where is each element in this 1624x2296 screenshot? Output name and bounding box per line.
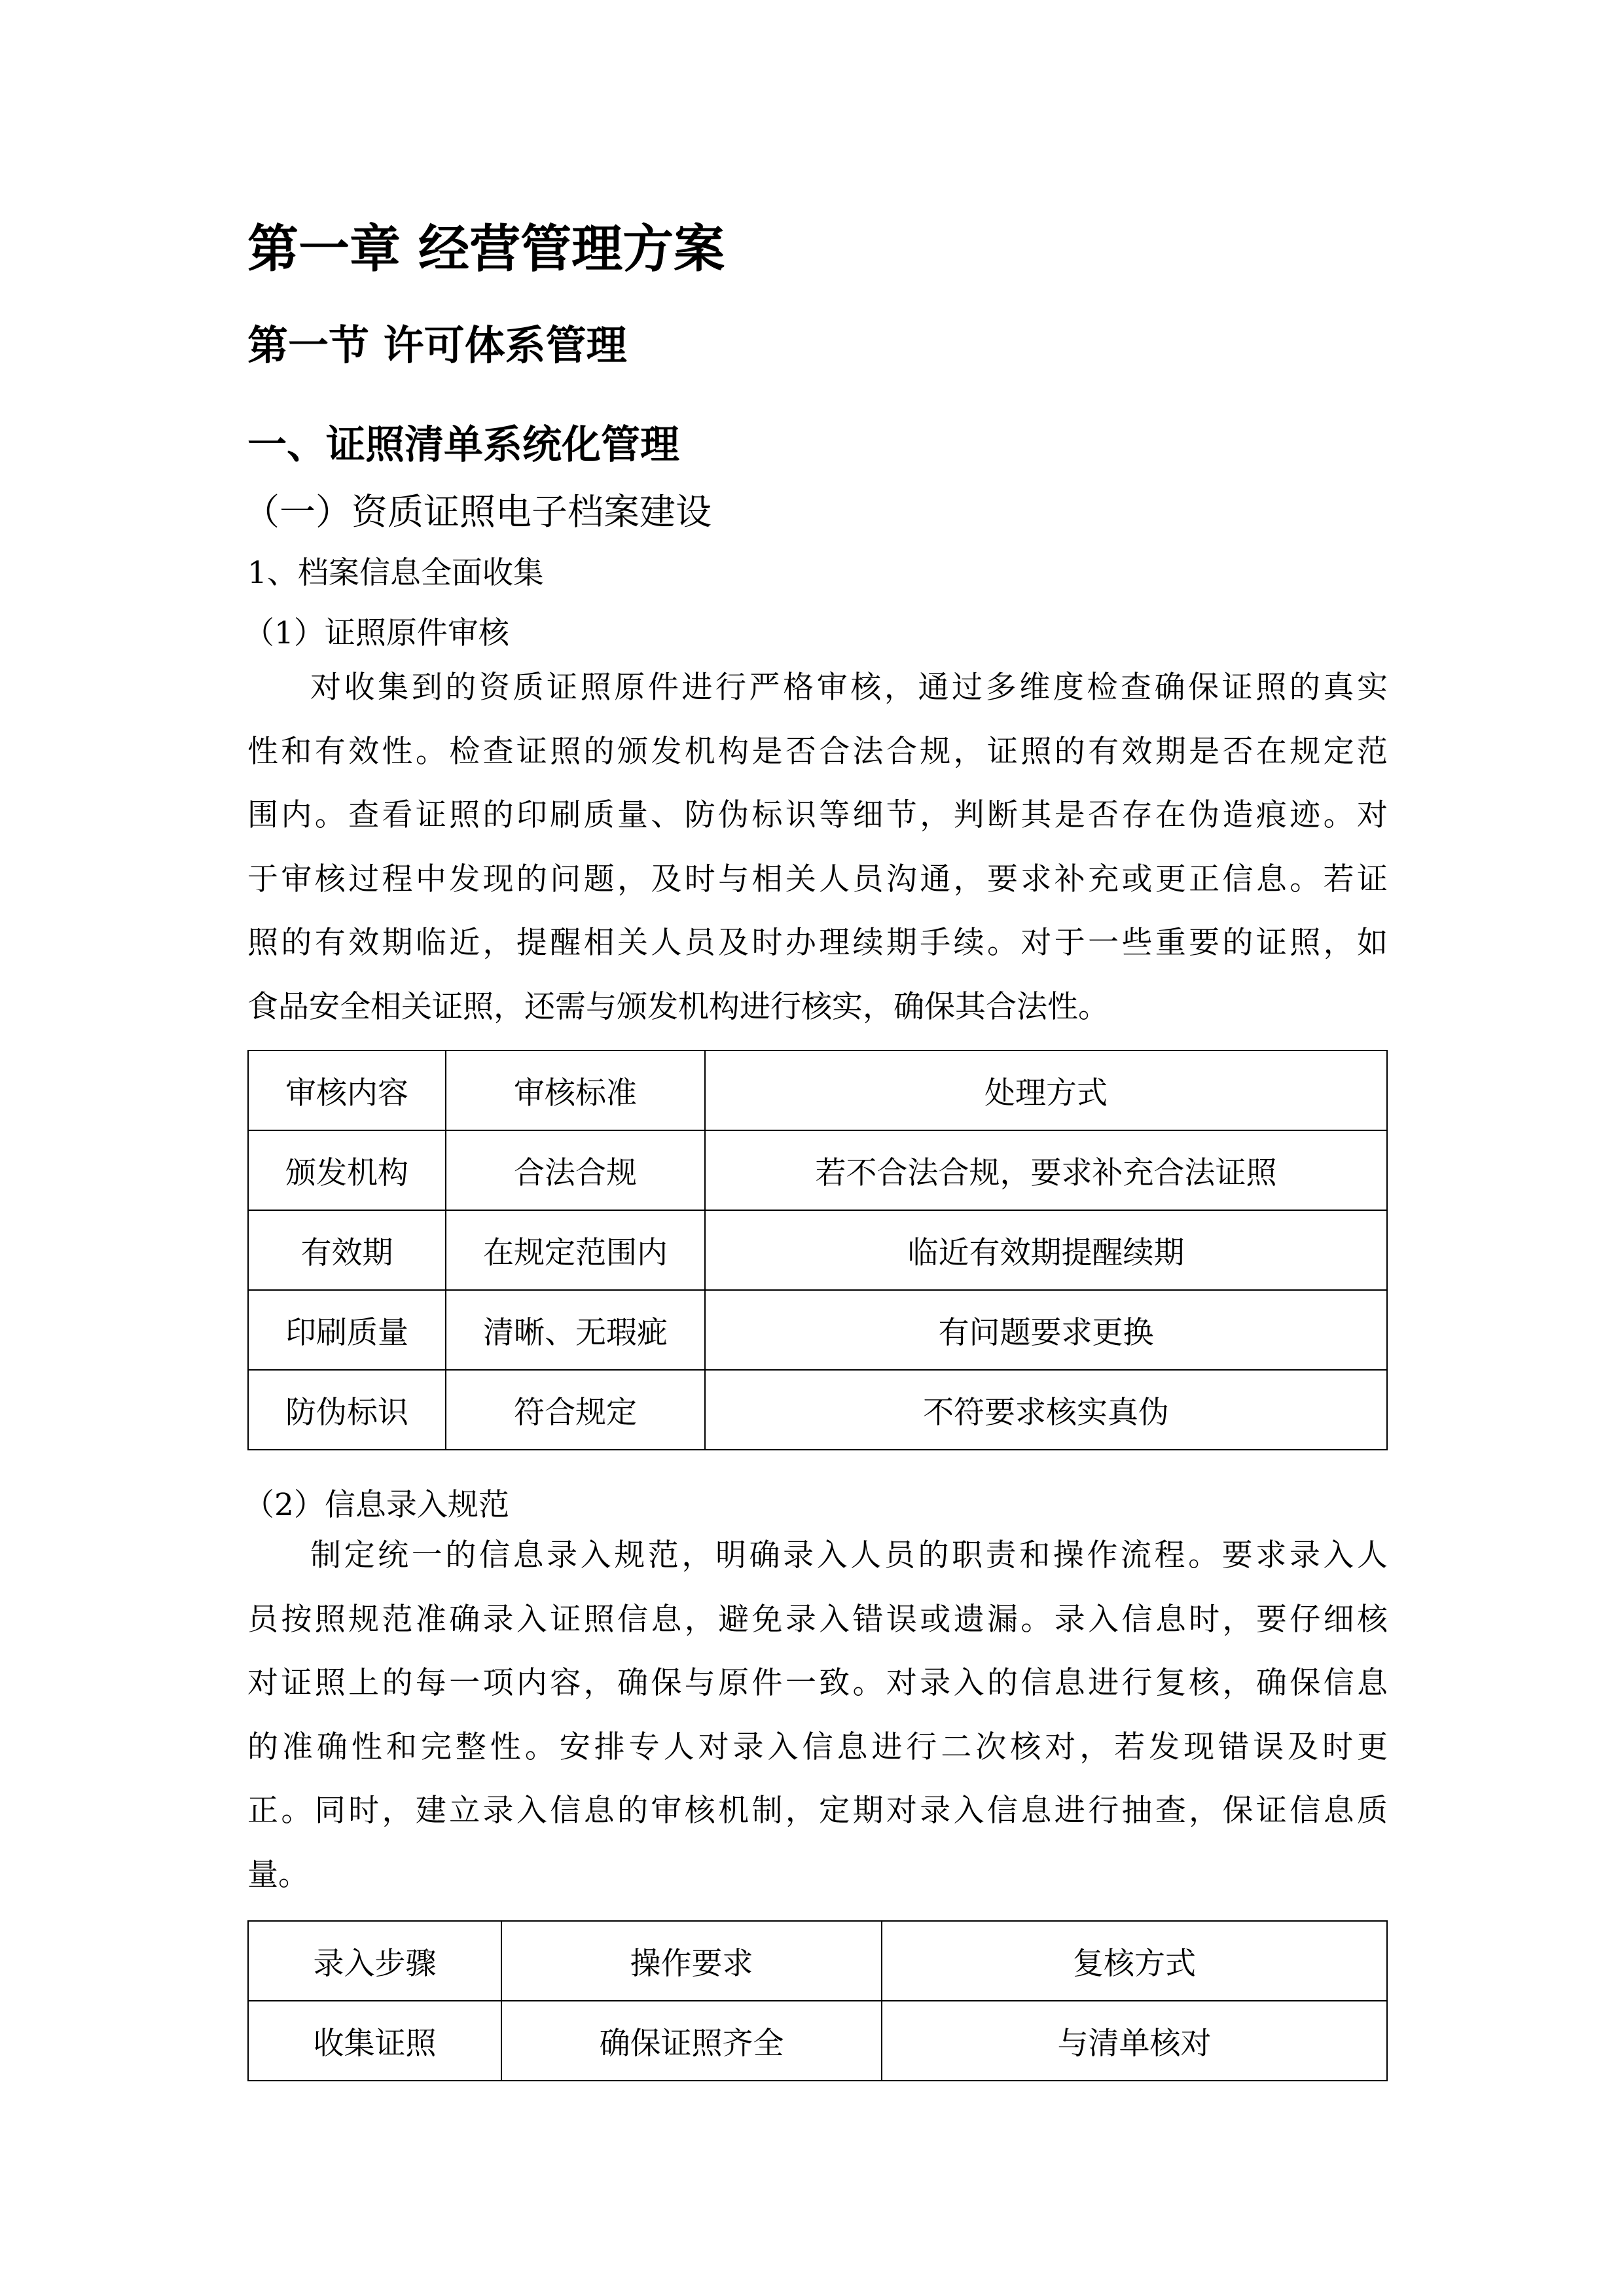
review-table (247, 1050, 1388, 1450)
table-header-row (248, 1921, 1387, 2001)
heading-level-2: （一）资质证照电子档案建设 (244, 491, 712, 533)
paragraph-line: 量。 (247, 1856, 309, 1893)
table-header-cell: 操作要求 (501, 1921, 882, 2001)
table-cell: 颁发机构 (248, 1130, 446, 1210)
paragraph-line: 员按照规范准确录入证照信息，避免录入错误或遗漏。录入信息时，要仔细核 (247, 1601, 1388, 1638)
table-cell: 与清单核对 (882, 2001, 1387, 2081)
paragraph-line: 食品安全相关证照，还需与颁发机构进行核实，确保其合法性。 (247, 988, 1109, 1025)
table-row (248, 1130, 1387, 1210)
table-header-cell: 审核标准 (446, 1050, 705, 1130)
table-cell: 在规定范围内 (446, 1210, 705, 1290)
table-cell: 不符要求核实真伪 (705, 1370, 1387, 1450)
table-cell: 印刷质量 (248, 1290, 446, 1370)
paragraph-line: 于审核过程中发现的问题，及时与相关人员沟通，要求补充或更正信息。若证 (247, 861, 1388, 897)
table-cell: 若不合法合规，要求补充合法证照 (705, 1130, 1387, 1210)
paragraph-line: 的准确性和完整性。安排专人对录入信息进行二次核对，若发现错误及时更 (247, 1729, 1388, 1765)
paragraph-line: 性和有效性。检查证照的颁发机构是否合法合规，证照的有效期是否在规定范 (247, 733, 1388, 770)
table-cell: 收集证照 (248, 2001, 501, 2081)
heading-level-3: 1、档案信息全面收集 (247, 555, 544, 591)
table-header-cell: 录入步骤 (248, 1921, 501, 2001)
table-header-cell: 审核内容 (248, 1050, 446, 1130)
table-cell: 有问题要求更换 (705, 1290, 1387, 1370)
entry-table (247, 1920, 1388, 2081)
table-cell: 符合规定 (446, 1370, 705, 1450)
table-cell: 确保证照齐全 (501, 2001, 882, 2081)
table-cell: 清晰、无瑕疵 (446, 1290, 705, 1370)
paragraph-entry-standards (247, 1524, 1388, 1907)
section-title: 第一节 许可体系管理 (247, 321, 627, 369)
paragraph-line: 围内。查看证照的印刷质量、防伪标识等细节，判断其是否存在伪造痕迹。对 (247, 797, 1388, 833)
table-cell: 有效期 (248, 1210, 446, 1290)
heading-level-1: 一、证照清单系统化管理 (247, 422, 679, 468)
subheading-entry-standards: （2）信息录入规范 (244, 1487, 509, 1523)
table-row (248, 1370, 1387, 1450)
table-header-cell: 处理方式 (705, 1050, 1387, 1130)
table-row (248, 1290, 1387, 1370)
table-row (248, 1210, 1387, 1290)
table-cell: 防伪标识 (248, 1370, 446, 1450)
subheading-original-review: （1）证照原件审核 (244, 615, 509, 651)
table-header-cell: 复核方式 (882, 1921, 1387, 2001)
paragraph-original-review (247, 656, 1388, 1039)
chapter-title: 第一章 经营管理方案 (247, 219, 725, 279)
table-row (248, 2001, 1387, 2081)
table-cell: 合法合规 (446, 1130, 705, 1210)
paragraph-line: 对收集到的资质证照原件进行严格审核，通过多维度检查确保证照的真实 (310, 670, 1388, 706)
table-cell: 临近有效期提醒续期 (705, 1210, 1387, 1290)
paragraph-line: 照的有效期临近，提醒相关人员及时办理续期手续。对于一些重要的证照，如 (247, 925, 1388, 961)
paragraph-line: 对证照上的每一项内容，确保与原件一致。对录入的信息进行复核，确保信息 (247, 1665, 1388, 1701)
table-header-row (248, 1050, 1387, 1130)
paragraph-line: 正。同时，建立录入信息的审核机制，定期对录入信息进行抽查，保证信息质 (247, 1793, 1388, 1829)
paragraph-line: 制定统一的信息录入规范，明确录入人员的职责和操作流程。要求录入人 (310, 1537, 1388, 1573)
